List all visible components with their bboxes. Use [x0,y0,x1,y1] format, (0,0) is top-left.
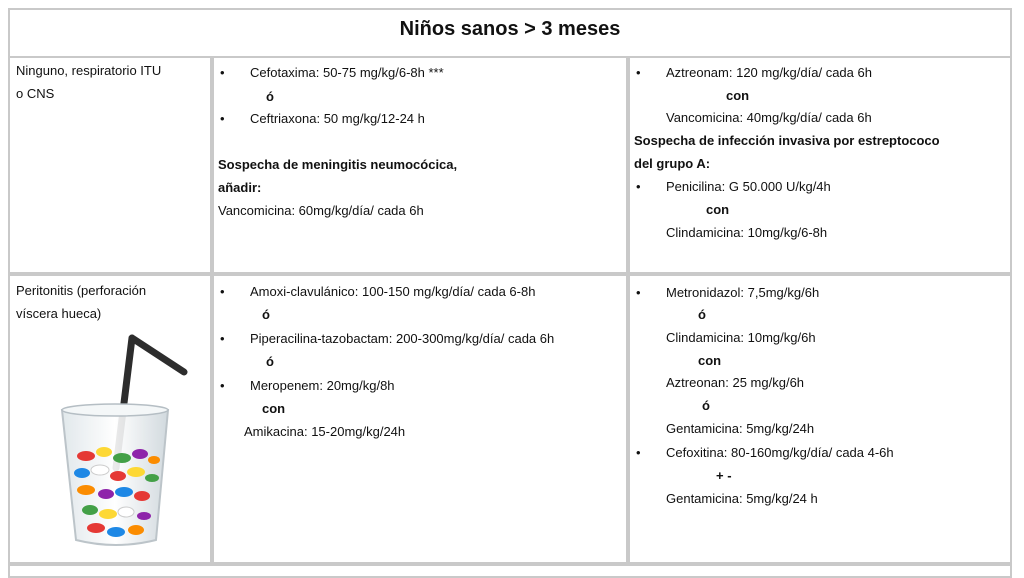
or-connector: ó [266,354,274,369]
drug-metronidazol: Metronidazol: 7,5mg/kg/6h [666,285,820,300]
or-connector: ó [698,307,706,322]
drug-piperacilina: Piperacilina-tazobactam: 200-300mg/kg/día/ cada 6h [250,331,555,346]
bullet: • [220,331,225,346]
drug-gentamicina: Gentamicina: 5mg/kg/24 h [666,491,818,506]
note-group-a: del grupo A: [634,156,711,171]
drug-gentamicina: Gentamicina: 5mg/kg/24h [666,421,815,436]
bullet: • [220,284,225,299]
row1-condition-line2: o CNS [16,86,55,101]
drug-amoxi-clavulanico: Amoxi-clavulánico: 100-150 mg/kg/día/ cada 6-8h [250,284,536,299]
row1-condition-line1: Ninguno, respiratorio ITU [16,63,162,78]
drug-amikacina: Amikacina: 15-20mg/kg/24h [244,424,406,439]
bullet: • [220,65,225,80]
drug-meropenem: Meropenem: 20mg/kg/8h [250,378,395,393]
plus-minus-connector: + - [716,468,732,483]
note-add: añadir: [218,180,262,195]
con-connector: con [262,401,286,416]
drug-vancomicina: Vancomicina: 60mg/kg/día/ cada 6h [218,203,424,218]
drug-penicilina: Penicilina: G 50.000 U/kg/4h [666,179,831,194]
drug-vancomicina: Vancomicina: 40mg/kg/día/ cada 6h [666,110,872,125]
bullet: • [636,65,641,80]
bullet: • [220,111,225,126]
con-connector: con [726,88,750,103]
row2-condition-line2: víscera hueca) [16,306,102,321]
con-connector: con [706,202,730,217]
or-connector: ó [702,398,710,413]
or-connector: ó [266,89,274,104]
bullet: • [636,179,641,194]
row2-condition-line1: Peritonitis (perforación [16,283,147,298]
row2-col1-cell [212,274,628,564]
table-title: Niños sanos > 3 meses [8,8,1012,58]
drug-clindamicina: Clindamicina: 10mg/kg/6-8h [666,225,828,240]
note-streptococcus: Sospecha de infección invasiva por estreptococo [634,133,940,148]
drug-ceftriaxona: Ceftriaxona: 50 mg/kg/12-24 h [250,111,425,126]
drug-cefotaxima: Cefotaxima: 50-75 mg/kg/6-8h *** [250,65,444,80]
drug-aztreonam: Aztreonam: 120 mg/kg/día/ cada 6h [666,65,872,80]
bullet: • [636,285,641,300]
or-connector: ó [262,307,270,322]
bullet: • [636,445,641,460]
drug-aztreonan: Aztreonan: 25 mg/kg/6h [666,375,805,390]
drug-clindamicina: Clindamicina: 10mg/kg/6h [666,330,816,345]
con-connector: con [698,353,722,368]
note-meningitis: Sospecha de meningitis neumocócica, [218,157,458,172]
row2-col2-cell [628,274,1012,564]
drug-cefoxitina: Cefoxitina: 80-160mg/kg/día/ cada 4-6h [666,445,894,460]
glass-of-pills-with-straw-icon [56,328,196,568]
bullet: • [220,378,225,393]
